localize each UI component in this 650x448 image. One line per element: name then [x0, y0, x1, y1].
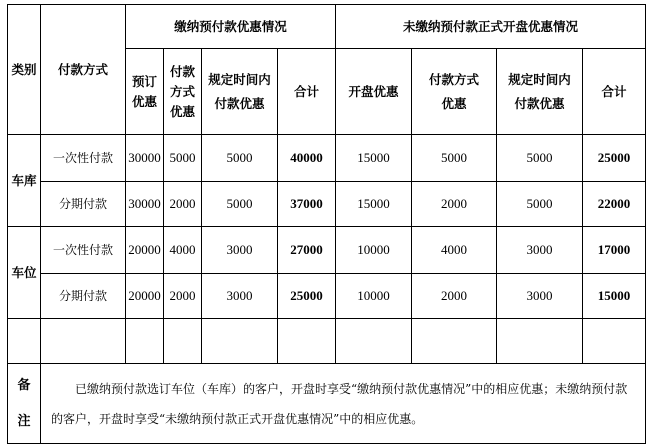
- data-cell: 20000: [126, 274, 164, 319]
- data-cell: 10000: [336, 274, 412, 319]
- total-cell: 25000: [278, 274, 336, 319]
- total-cell: 15000: [583, 274, 646, 319]
- header-row-1: [8, 5, 646, 49]
- data-cell: 4000: [164, 227, 202, 274]
- data-cell: 2000: [164, 182, 202, 227]
- table-row: [8, 182, 646, 227]
- header-unpaid-method: 付款方式优惠: [412, 49, 497, 135]
- data-cell: 5000: [497, 182, 583, 227]
- payment-method-cell: 一次性付款: [41, 135, 126, 182]
- empty-cell: [278, 319, 336, 364]
- data-cell: 5000: [202, 135, 278, 182]
- data-cell: 5000: [202, 182, 278, 227]
- empty-cell: [164, 319, 202, 364]
- payment-method-cell: 分期付款: [41, 274, 126, 319]
- empty-cell: [8, 319, 41, 364]
- empty-cell: [497, 319, 583, 364]
- data-cell: 10000: [336, 227, 412, 274]
- total-cell: 37000: [278, 182, 336, 227]
- data-cell: 2000: [412, 274, 497, 319]
- header-unpaid-timely: 规定时间内付款优惠: [497, 49, 583, 135]
- data-cell: 20000: [126, 227, 164, 274]
- total-cell: 40000: [278, 135, 336, 182]
- header-paid-total: 合计: [278, 49, 336, 135]
- empty-cell: [583, 319, 646, 364]
- data-cell: 15000: [336, 135, 412, 182]
- empty-cell: [336, 319, 412, 364]
- payment-method-cell: 分期付款: [41, 182, 126, 227]
- data-cell: 5000: [497, 135, 583, 182]
- total-cell: 25000: [583, 135, 646, 182]
- header-category: 类别: [8, 5, 41, 135]
- total-cell: 22000: [583, 182, 646, 227]
- data-cell: 2000: [164, 274, 202, 319]
- header-group-paid: 缴纳预付款优惠情况: [126, 5, 336, 49]
- group-label-parking: 车位: [8, 227, 41, 319]
- data-cell: 3000: [202, 227, 278, 274]
- table-row: [8, 135, 646, 182]
- header-paid-timely: 规定时间内付款优惠: [202, 49, 278, 135]
- data-cell: 30000: [126, 182, 164, 227]
- payment-method-cell: 一次性付款: [41, 227, 126, 274]
- header-paid-method: 付款方式优惠: [164, 49, 202, 135]
- data-cell: 2000: [412, 182, 497, 227]
- empty-cell: [41, 319, 126, 364]
- empty-cell: [412, 319, 497, 364]
- table-row: [8, 274, 646, 319]
- data-cell: 5000: [164, 135, 202, 182]
- header-paid-booking: 预订优惠: [126, 49, 164, 135]
- data-cell: 5000: [412, 135, 497, 182]
- note-label: 备 注: [8, 364, 41, 444]
- total-cell: 27000: [278, 227, 336, 274]
- header-unpaid-total: 合计: [583, 49, 646, 135]
- note-text: 已缴纳预付款选订车位（车库）的客户，开盘时享受“缴纳预付款优惠情况”中的相应优惠；未缴纳预付款的客户，开盘时享受“未缴纳预付款正式开盘优惠情况”中的相应优惠。: [41, 364, 646, 444]
- empty-cell: [202, 319, 278, 364]
- empty-row: [8, 319, 646, 364]
- data-cell: 3000: [497, 274, 583, 319]
- empty-cell: [126, 319, 164, 364]
- data-cell: 3000: [202, 274, 278, 319]
- data-cell: 30000: [126, 135, 164, 182]
- data-cell: 3000: [497, 227, 583, 274]
- data-cell: 15000: [336, 182, 412, 227]
- header-payment-method: 付款方式: [41, 5, 126, 135]
- total-cell: 17000: [583, 227, 646, 274]
- group-label-garage: 车库: [8, 135, 41, 227]
- header-unpaid-opening: 开盘优惠: [336, 49, 412, 135]
- discount-table: [7, 4, 646, 444]
- data-cell: 4000: [412, 227, 497, 274]
- table-row: [8, 227, 646, 274]
- note-row: [8, 364, 646, 444]
- header-group-unpaid: 未缴纳预付款正式开盘优惠情况: [336, 5, 646, 49]
